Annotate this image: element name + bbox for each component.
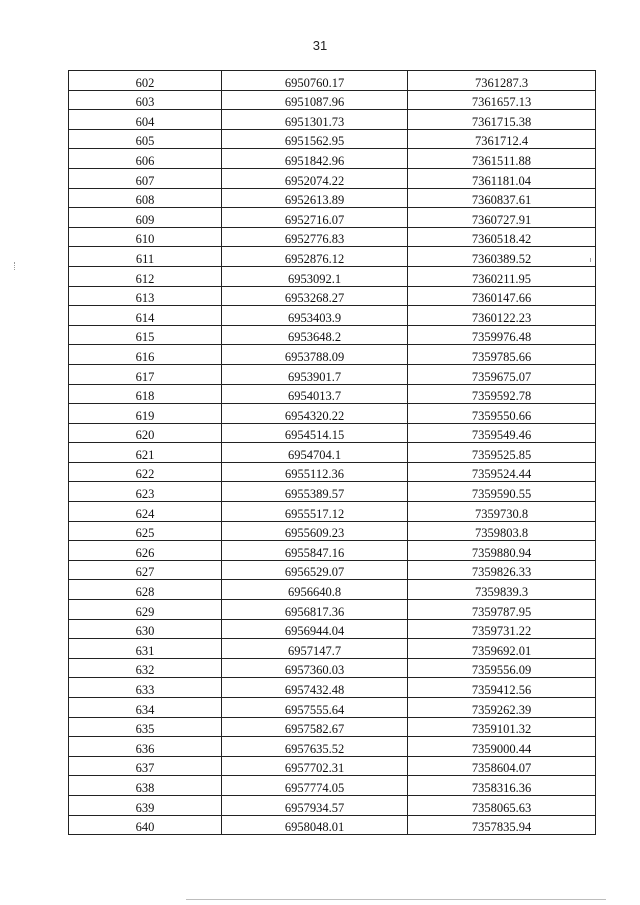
y-coordinate-cell: 7359730.8: [408, 502, 596, 522]
table-row: [69, 325, 596, 345]
point-number-cell: 625: [69, 521, 222, 541]
x-coordinate-cell: 6953268.27: [222, 286, 408, 306]
point-number-cell: 632: [69, 658, 222, 678]
x-coordinate-cell: 6954013.7: [222, 384, 408, 404]
table-row: [69, 423, 596, 443]
x-coordinate-cell: 6954320.22: [222, 404, 408, 424]
point-number-cell: 623: [69, 482, 222, 502]
scan-mark: [590, 258, 591, 262]
x-coordinate-cell: 6953901.7: [222, 364, 408, 384]
point-number-cell: 628: [69, 580, 222, 600]
point-number-cell: 618: [69, 384, 222, 404]
x-coordinate-cell: 6953648.2: [222, 325, 408, 345]
point-number-cell: 608: [69, 188, 222, 208]
table-row: [69, 521, 596, 541]
x-coordinate-cell: 6952613.89: [222, 188, 408, 208]
table-row: [69, 266, 596, 286]
table-row: [69, 502, 596, 522]
x-coordinate-cell: 6956817.36: [222, 600, 408, 620]
point-number-cell: 616: [69, 345, 222, 365]
point-number-cell: 609: [69, 208, 222, 228]
table-row: [69, 227, 596, 247]
point-number-cell: 637: [69, 756, 222, 776]
x-coordinate-cell: 6955609.23: [222, 521, 408, 541]
table-row: [69, 384, 596, 404]
table-row: [69, 560, 596, 580]
y-coordinate-cell: 7359803.8: [408, 521, 596, 541]
y-coordinate-cell: 7359101.32: [408, 717, 596, 737]
point-number-cell: 639: [69, 795, 222, 815]
y-coordinate-cell: 7360727.91: [408, 208, 596, 228]
table-row: [69, 737, 596, 757]
table-row: [69, 462, 596, 482]
point-number-cell: 620: [69, 423, 222, 443]
table-row: [69, 776, 596, 796]
table-row: [69, 90, 596, 110]
point-number-cell: 617: [69, 364, 222, 384]
y-coordinate-cell: 7360147.66: [408, 286, 596, 306]
y-coordinate-cell: 7359592.78: [408, 384, 596, 404]
y-coordinate-cell: 7359524.44: [408, 462, 596, 482]
y-coordinate-cell: 7359826.33: [408, 560, 596, 580]
y-coordinate-cell: 7359525.85: [408, 443, 596, 463]
table-row: [69, 698, 596, 718]
point-number-cell: 635: [69, 717, 222, 737]
table-row: [69, 168, 596, 188]
y-coordinate-cell: 7360837.61: [408, 188, 596, 208]
point-number-cell: 634: [69, 698, 222, 718]
x-coordinate-cell: 6955517.12: [222, 502, 408, 522]
table-row: [69, 619, 596, 639]
x-coordinate-cell: 6957432.48: [222, 678, 408, 698]
y-coordinate-cell: 7359000.44: [408, 737, 596, 757]
table-row: [69, 129, 596, 149]
y-coordinate-cell: 7360389.52: [408, 247, 596, 267]
y-coordinate-cell: 7358316.36: [408, 776, 596, 796]
y-coordinate-cell: 7359839.3: [408, 580, 596, 600]
x-coordinate-cell: 6956640.8: [222, 580, 408, 600]
table-row: [69, 188, 596, 208]
y-coordinate-cell: 7359550.66: [408, 404, 596, 424]
y-coordinate-cell: 7359262.39: [408, 698, 596, 718]
x-coordinate-cell: 6956944.04: [222, 619, 408, 639]
table-row: [69, 658, 596, 678]
point-number-cell: 624: [69, 502, 222, 522]
x-coordinate-cell: 6955847.16: [222, 541, 408, 561]
table-row: [69, 149, 596, 169]
coordinates-table: [68, 70, 596, 835]
y-coordinate-cell: 7359976.48: [408, 325, 596, 345]
y-coordinate-cell: 7359787.95: [408, 600, 596, 620]
table-row: [69, 795, 596, 815]
table-row: [69, 345, 596, 365]
point-number-cell: 633: [69, 678, 222, 698]
point-number-cell: 621: [69, 443, 222, 463]
x-coordinate-cell: 6951301.73: [222, 110, 408, 130]
point-number-cell: 627: [69, 560, 222, 580]
point-number-cell: 626: [69, 541, 222, 561]
x-coordinate-cell: 6954704.1: [222, 443, 408, 463]
table-row: [69, 364, 596, 384]
point-number-cell: 640: [69, 815, 222, 835]
y-coordinate-cell: 7358604.07: [408, 756, 596, 776]
y-coordinate-cell: 7360211.95: [408, 266, 596, 286]
table-row: [69, 541, 596, 561]
table-row: [69, 639, 596, 659]
table-row: [69, 306, 596, 326]
x-coordinate-cell: 6957635.52: [222, 737, 408, 757]
table-row: [69, 110, 596, 130]
x-coordinate-cell: 6957774.05: [222, 776, 408, 796]
y-coordinate-cell: 7361657.13: [408, 90, 596, 110]
x-coordinate-cell: 6952074.22: [222, 168, 408, 188]
x-coordinate-cell: 6950760.17: [222, 71, 408, 91]
table-row: [69, 756, 596, 776]
table-row: [69, 247, 596, 267]
x-coordinate-cell: 6957555.64: [222, 698, 408, 718]
point-number-cell: 607: [69, 168, 222, 188]
point-number-cell: 611: [69, 247, 222, 267]
table-row: [69, 71, 596, 91]
x-coordinate-cell: 6957147.7: [222, 639, 408, 659]
y-coordinate-cell: 7361712.4: [408, 129, 596, 149]
y-coordinate-cell: 7361287.3: [408, 71, 596, 91]
x-coordinate-cell: 6955389.57: [222, 482, 408, 502]
x-coordinate-cell: 6953788.09: [222, 345, 408, 365]
x-coordinate-cell: 6955112.36: [222, 462, 408, 482]
y-coordinate-cell: 7359880.94: [408, 541, 596, 561]
y-coordinate-cell: 7361715.38: [408, 110, 596, 130]
y-coordinate-cell: 7360122.23: [408, 306, 596, 326]
table-row: [69, 286, 596, 306]
table-row: [69, 717, 596, 737]
x-coordinate-cell: 6952876.12: [222, 247, 408, 267]
table-row: [69, 678, 596, 698]
point-number-cell: 638: [69, 776, 222, 796]
y-coordinate-cell: 7359675.07: [408, 364, 596, 384]
x-coordinate-cell: 6953403.9: [222, 306, 408, 326]
table-row: [69, 443, 596, 463]
y-coordinate-cell: 7358065.63: [408, 795, 596, 815]
x-coordinate-cell: 6957360.03: [222, 658, 408, 678]
table-row: [69, 404, 596, 424]
point-number-cell: 604: [69, 110, 222, 130]
point-number-cell: 619: [69, 404, 222, 424]
point-number-cell: 605: [69, 129, 222, 149]
scan-speck: [14, 262, 17, 270]
scan-edge-line: [186, 899, 606, 900]
y-coordinate-cell: 7359549.46: [408, 423, 596, 443]
point-number-cell: 612: [69, 266, 222, 286]
x-coordinate-cell: 6957582.67: [222, 717, 408, 737]
y-coordinate-cell: 7359412.56: [408, 678, 596, 698]
table-row: [69, 600, 596, 620]
point-number-cell: 603: [69, 90, 222, 110]
x-coordinate-cell: 6951562.95: [222, 129, 408, 149]
point-number-cell: 610: [69, 227, 222, 247]
x-coordinate-cell: 6951842.96: [222, 149, 408, 169]
point-number-cell: 613: [69, 286, 222, 306]
y-coordinate-cell: 7359590.55: [408, 482, 596, 502]
page-number: 31: [312, 38, 328, 53]
y-coordinate-cell: 7359692.01: [408, 639, 596, 659]
table-row: [69, 815, 596, 835]
x-coordinate-cell: 6957702.31: [222, 756, 408, 776]
x-coordinate-cell: 6954514.15: [222, 423, 408, 443]
point-number-cell: 622: [69, 462, 222, 482]
x-coordinate-cell: 6951087.96: [222, 90, 408, 110]
point-number-cell: 636: [69, 737, 222, 757]
x-coordinate-cell: 6952776.83: [222, 227, 408, 247]
x-coordinate-cell: 6958048.01: [222, 815, 408, 835]
table-row: [69, 482, 596, 502]
point-number-cell: 615: [69, 325, 222, 345]
point-number-cell: 629: [69, 600, 222, 620]
point-number-cell: 606: [69, 149, 222, 169]
point-number-cell: 630: [69, 619, 222, 639]
y-coordinate-cell: 7360518.42: [408, 227, 596, 247]
x-coordinate-cell: 6953092.1: [222, 266, 408, 286]
table-row: [69, 208, 596, 228]
point-number-cell: 631: [69, 639, 222, 659]
y-coordinate-cell: 7359785.66: [408, 345, 596, 365]
point-number-cell: 614: [69, 306, 222, 326]
y-coordinate-cell: 7359556.09: [408, 658, 596, 678]
table-row: [69, 580, 596, 600]
x-coordinate-cell: 6956529.07: [222, 560, 408, 580]
y-coordinate-cell: 7361181.04: [408, 168, 596, 188]
y-coordinate-cell: 7361511.88: [408, 149, 596, 169]
y-coordinate-cell: 7359731.22: [408, 619, 596, 639]
point-number-cell: 602: [69, 71, 222, 91]
y-coordinate-cell: 7357835.94: [408, 815, 596, 835]
table-body: [69, 71, 596, 835]
x-coordinate-cell: 6957934.57: [222, 795, 408, 815]
x-coordinate-cell: 6952716.07: [222, 208, 408, 228]
